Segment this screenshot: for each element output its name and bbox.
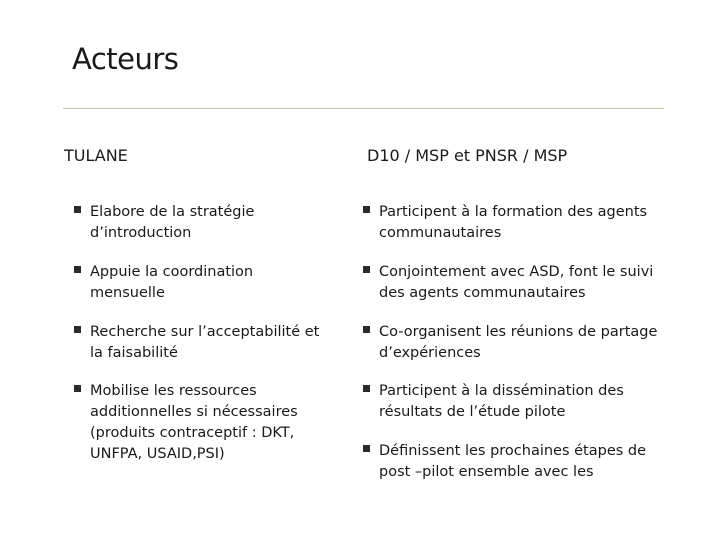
slide-title: Acteurs bbox=[72, 42, 179, 76]
square-bullet-icon bbox=[74, 206, 81, 213]
square-bullet-icon bbox=[363, 326, 370, 333]
square-bullet-icon bbox=[363, 445, 370, 452]
left-list-item-text: Elabore de la stratégie d’introduction bbox=[90, 204, 255, 241]
right-list-item-text: Participent à la dissémination des résultats de l’étude pilote bbox=[379, 383, 624, 420]
left-list-item bbox=[72, 202, 322, 244]
square-bullet-icon bbox=[363, 206, 370, 213]
left-list-item-text: Mobilise les ressources additionnelles si nécessaires (produits contraceptif : DKT, UNFPA, USAID,PSI) bbox=[90, 383, 298, 462]
left-list-item-text: Recherche sur l’acceptabilité et la faisabilité bbox=[90, 324, 320, 361]
right-list-item bbox=[361, 441, 661, 483]
right-list-item-text: Conjointement avec ASD, font le suivi des agents communautaires bbox=[379, 264, 654, 301]
square-bullet-icon bbox=[363, 266, 370, 273]
right-list-item-text: Définissent les prochaines étapes de post –pilot ensemble avec les bbox=[379, 443, 647, 480]
right-list-item bbox=[361, 202, 661, 244]
square-bullet-icon bbox=[363, 385, 370, 392]
left-list-item bbox=[72, 322, 322, 364]
left-list-item-text: Appuie la coordination mensuelle bbox=[90, 264, 254, 301]
right-list-item-text: Co-organisent les réunions de partage d’expériences bbox=[379, 324, 658, 361]
title-divider bbox=[63, 108, 664, 109]
right-list-item bbox=[361, 262, 661, 304]
left-list-item bbox=[72, 262, 322, 304]
right-list-item bbox=[361, 322, 661, 364]
square-bullet-icon bbox=[74, 385, 81, 392]
square-bullet-icon bbox=[74, 326, 81, 333]
right-column-header: D10 / MSP et PNSR / MSP bbox=[367, 146, 568, 165]
left-list-item bbox=[72, 381, 322, 465]
right-list-item bbox=[361, 381, 661, 423]
right-list-item-text: Participent à la formation des agents communautaires bbox=[379, 204, 648, 241]
square-bullet-icon bbox=[74, 266, 81, 273]
left-column-header: TULANE bbox=[64, 146, 128, 165]
